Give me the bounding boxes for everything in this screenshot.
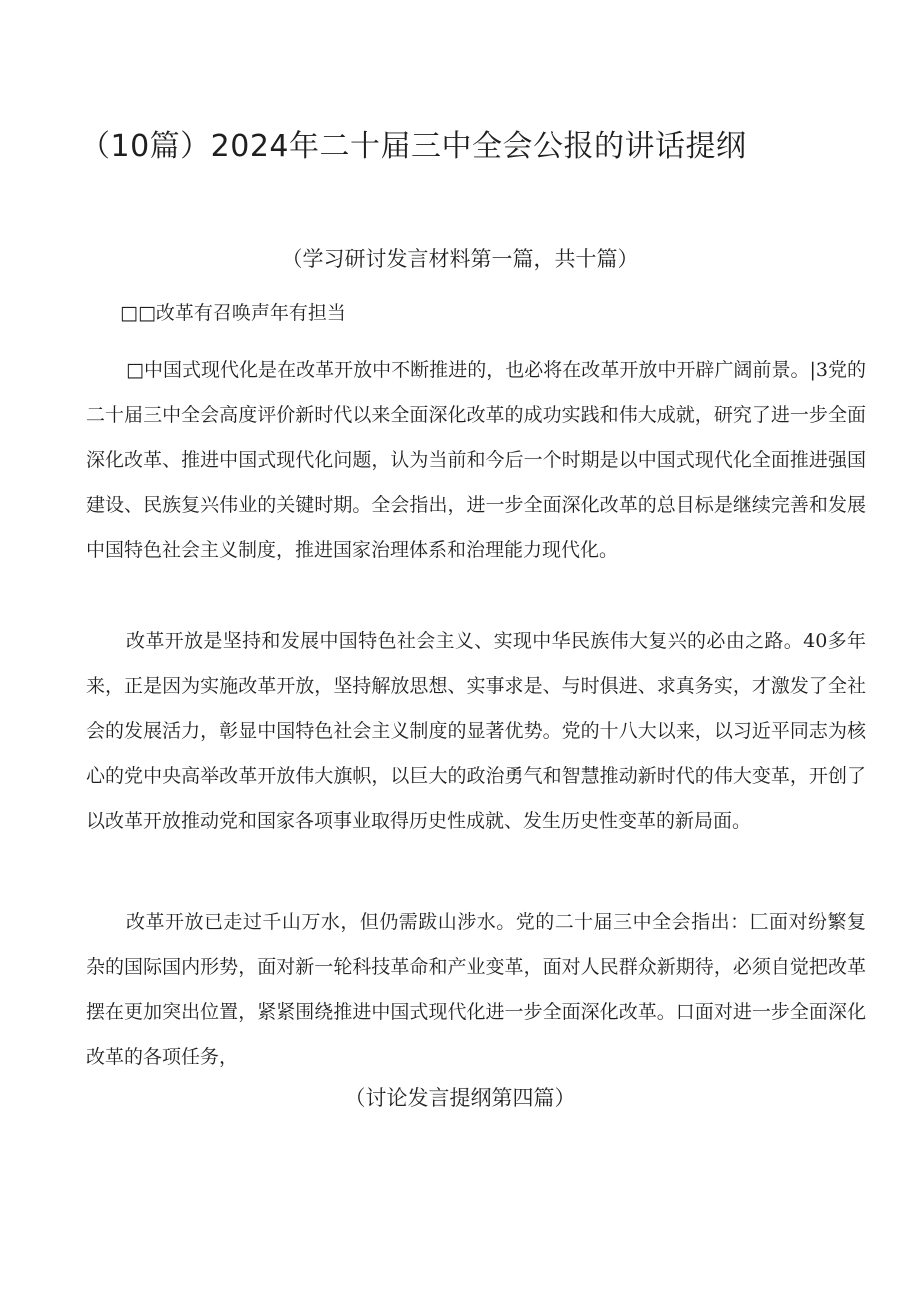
document-title: （10篇）2024年二十届三中全会公报的讲话提纲	[80, 129, 747, 164]
subtitle-fourth-article: （讨论发言提纲第四篇）	[344, 1086, 576, 1110]
section-heading: □□改革有召唤声年有担当	[120, 302, 346, 324]
paragraph-2: 改革开放是坚持和发展中国特色社会主义、实现中华民族伟大复兴的必由之路。40多年来，正是因为实施改革开放，坚持解放思想、实事求是、与时俱进、求真务实，才激发了全社会的发展活力，彰显中国特色社会主义制度的显著优势。党的十八大以来，以习近平同志为核心的党中央高举改革开放伟大旗帜，以巨大的政治勇气和智慧推动新时代的伟大变革，开创了以改革开放推动党和国家各项事业取得历史性成就、发生历史性变革的新局面。	[86, 630, 866, 832]
subtitle-first-article: （学习研讨发言材料第一篇，共十篇）	[281, 247, 639, 271]
paragraph-3: 改革开放已走过千山万水，但仍需跋山涉水。党的二十届三中全会指出：匚面对纷繁复杂的国际国内形势，面对新一轮科技革命和产业变革，面对人民群众新期待，必须自觉把改革摆在更加突出位置，紧紧围绕推进中国式现代化进一步全面深化改革。口面对进一步全面深化改革的各项任务，	[86, 911, 866, 1068]
paragraph-1: □中国式现代化是在改革开放中不断推进的，也必将在改革开放中开辟广阔前景。|3党的二十届三中全会高度评价新时代以来全面深化改革的成功实践和伟大成就，研究了进一步全面深化改革、推进中国式现代化问题，认为当前和今后一个时期是以中国式现代化全面推进强国建设、民族复兴伟业的关键时期。全会指出，进一步全面深化改革的总目标是继续完善和发展中国特色社会主义制度，推进国家治理体系和治理能力现代化。	[86, 359, 866, 561]
